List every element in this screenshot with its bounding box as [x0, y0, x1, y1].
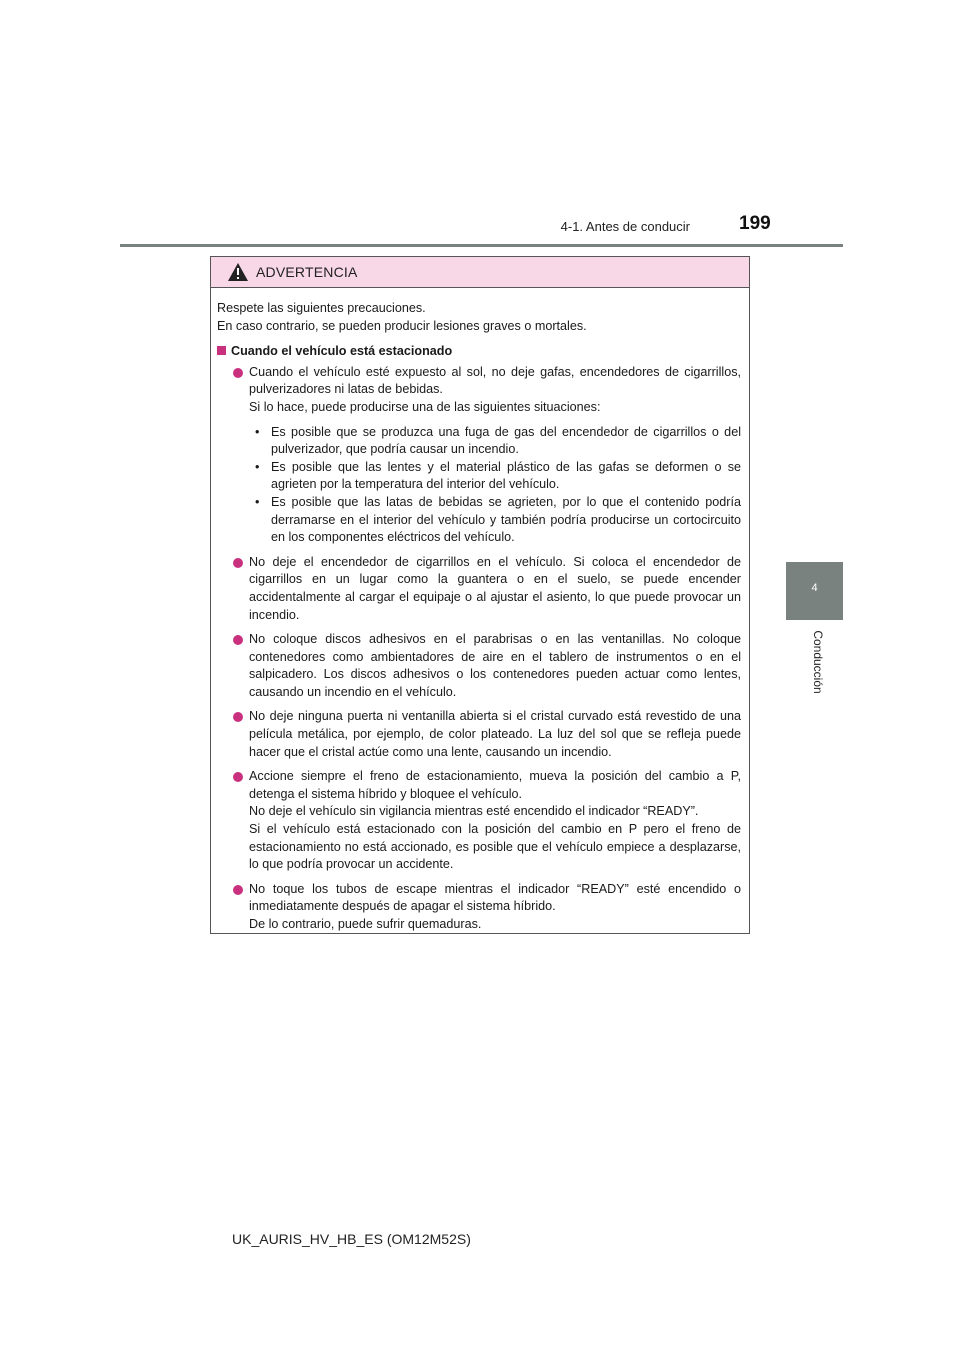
- round-bullet-icon: [233, 558, 243, 568]
- warning-item: [217, 768, 741, 874]
- sub-list-item: [249, 424, 741, 459]
- round-bullet-icon: [233, 368, 243, 378]
- warning-item: [217, 554, 741, 624]
- warning-body: [211, 288, 749, 934]
- sub-list-item: [249, 459, 741, 494]
- warning-header: [211, 257, 749, 288]
- dot-marker-icon: •: [255, 494, 260, 509]
- item-text: Si lo hace, puede producirse una de las siguientes situaciones:: [249, 399, 601, 414]
- sub-list-item: [249, 494, 741, 547]
- section-title: 4-1. Antes de conducir: [560, 219, 690, 234]
- item-text: De lo contrario, puede sufrir quemaduras.: [249, 917, 482, 931]
- sub-list-text: Es posible que las latas de bebidas se agrieten, por lo que el contenido podría derramarse en el interior del vehículo y también podría producirse un cortocircuito en los componentes eléctricos del vehículo.: [271, 494, 741, 545]
- subheading: [217, 343, 741, 361]
- warning-item: [217, 708, 741, 761]
- sub-list: [249, 424, 741, 547]
- chapter-number: 4: [811, 582, 818, 594]
- item-text: No coloque discos adhesivos en el parabrisas o en las ventanillas. No coloque contenedores como ambientadores de aire en el tablero de instrumentos o en el salpicadero. Los discos adhesivos o los contenedores pueden actuar como lentes, causando un incendio en el vehículo.: [249, 632, 741, 699]
- warning-box: [210, 256, 750, 934]
- warning-title: ADVERTENCIA: [256, 264, 358, 280]
- warning-item: [217, 364, 741, 547]
- round-bullet-icon: [233, 712, 243, 722]
- warning-item: [217, 631, 741, 701]
- document-code: UK_AURIS_HV_HB_ES (OM12M52S): [232, 1231, 471, 1247]
- header-divider: [120, 244, 843, 247]
- item-text: No deje el encendedor de cigarrillos en el vehículo. Si coloca el encendedor de cigarrillos en un lugar como la guantera o en el suelo, se puede encender accidentalmente al cargar el equipaje o al ajustar el asiento, lo que puede provocar un incendio.: [249, 554, 741, 622]
- sub-list-text: Es posible que se produzca una fuga de gas del encendedor de cigarrillos o del pulverizador, que podría causar un incendio.: [271, 424, 741, 457]
- item-text: No deje ninguna puerta ni ventanilla abierta si el cristal curvado está revestido de una película metálica, por ejemplo, de color plateado. La luz del sol que se refleja puede hacer que el cristal actúe como una lente, causando un incendio.: [249, 709, 741, 759]
- warning-intro: [217, 300, 741, 335]
- chapter-label: Conducción: [811, 630, 825, 694]
- round-bullet-icon: [233, 772, 243, 782]
- item-text: No toque los tubos de escape mientras el indicador “READY” esté encendido o inmediatamente después de apagar el sistema híbrido.: [249, 881, 741, 914]
- item-text: Cuando el vehículo esté expuesto al sol, no deje gafas, encendedores de cigarrillos, pulverizadores ni latas de bebidas.: [249, 364, 741, 397]
- intro-line: Respete las siguientes precauciones.: [217, 301, 426, 315]
- item-text: Accione siempre el freno de estacionamiento, mueva la posición del cambio a P, detenga el sistema híbrido y bloquee el vehículo.: [249, 769, 741, 801]
- item-text: No deje el vehículo sin vigilancia mientras esté encendido el indicador “READY”.: [249, 804, 699, 819]
- dot-marker-icon: •: [255, 424, 260, 439]
- warning-item: [217, 881, 741, 934]
- page-number: 199: [739, 213, 771, 234]
- item-text: Si el vehículo está estacionado con la posición del cambio en P pero el freno de estacionamiento no está accionado, es posible que el vehículo empiece a desplazarse, lo que podría provocar un accidente.: [249, 822, 741, 872]
- warning-triangle-icon: [227, 262, 249, 282]
- intro-line: En caso contrario, se pueden producir lesiones graves o mortales.: [217, 318, 587, 333]
- dot-marker-icon: •: [255, 459, 260, 474]
- round-bullet-icon: [233, 635, 243, 645]
- square-bullet-icon: [217, 346, 226, 355]
- round-bullet-icon: [233, 885, 243, 895]
- sub-list-text: Es posible que las lentes y el material plástico de las gafas se deformen o se agrieten por la temperatura del interior del vehículo.: [271, 459, 741, 492]
- subheading-text: Cuando el vehículo está estacionado: [231, 344, 453, 359]
